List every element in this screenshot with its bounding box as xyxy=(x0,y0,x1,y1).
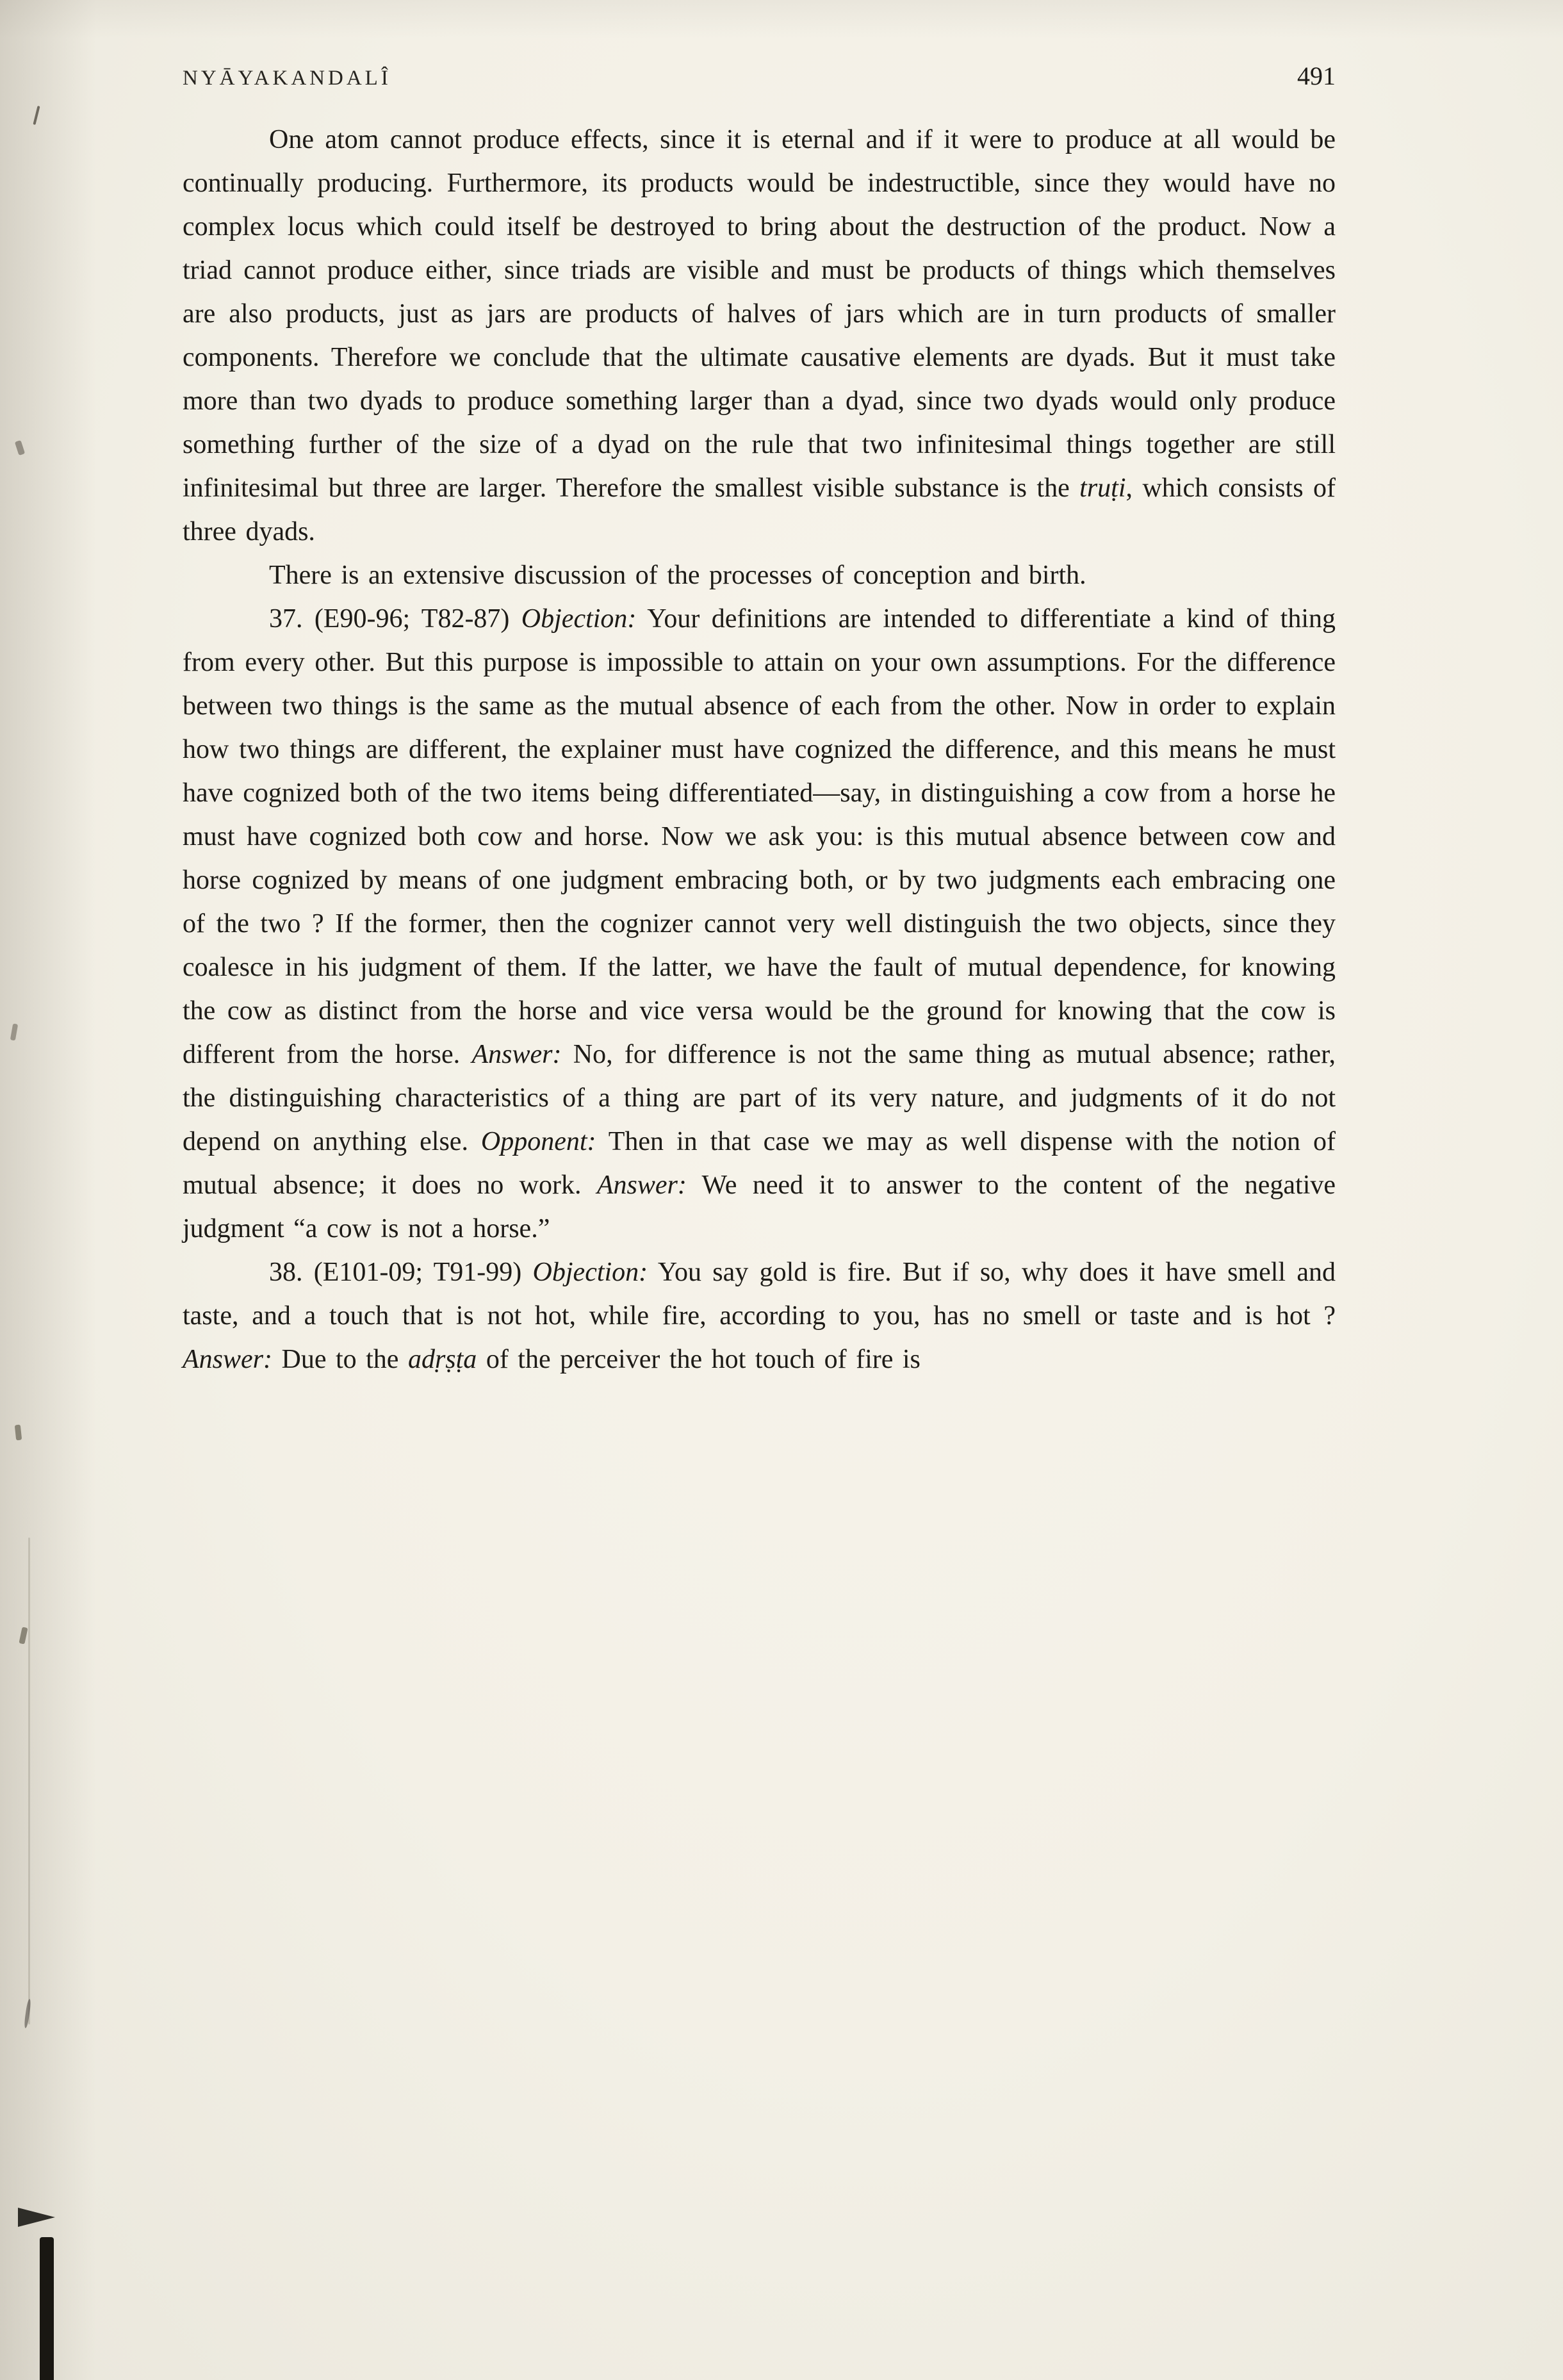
page-number: 491 xyxy=(1297,62,1336,90)
running-title: NYĀYAKANDALÎ xyxy=(183,67,391,90)
italic-text: Answer: xyxy=(596,1170,687,1200)
italic-text: adṛṣṭa xyxy=(407,1345,477,1374)
text-block xyxy=(183,61,1336,1381)
page-header xyxy=(183,61,1336,91)
italic-text: Objection: xyxy=(521,604,637,634)
ink-bar-mark xyxy=(40,2237,54,2380)
italic-text: Answer: xyxy=(183,1345,272,1374)
binding-shadow xyxy=(0,0,96,2380)
page-top-shadow xyxy=(0,0,1563,38)
body-text-segment: We need it to answer to the content of the negative judgment “a cow is not a horse.” xyxy=(183,1170,1336,1243)
paragraph xyxy=(183,1251,1336,1381)
body-text-segment: 37. (E90-96; T82-87) xyxy=(269,604,521,634)
body-text-segment: There is an extensive discussion of the processes of conception and birth. xyxy=(269,561,1086,590)
body-text-segment: One atom cannot produce effects, since it is eternal and if it were to produce at all would be continually producing. Furthermore, its products would be indestructible, since they would have no complex locus which could itself be destroyed to bring about the destruction of the product. Now a triad cannot produce either, since triads are visible and must be products of things which themselves are also products, just as jars are products of halves of jars which are in turn products of smaller components. Therefore we conclude that the ultimate causative elements are dyads. But it must take more than two dyads to produce something larger than a dyad, since two dyads would only produce something further of the size of a dyad on the rule that two infinitesimal things together are still infinitesimal but three are larger. Therefore the smallest visible substance is the xyxy=(183,125,1336,503)
body-text-segment: 38. (E101-09; T91-99) xyxy=(269,1258,533,1287)
body-text-segment: , which consists of three dyads. xyxy=(183,473,1336,546)
body-text-segment: of the perceiver the hot touch of fire is xyxy=(477,1345,921,1374)
body-text-segment: Your definitions are intended to differentiate a kind of thing from every other. But this purpose is impossible to attain on your own assumptions. For the difference between two things is the same as the mutual absence of each from the other. Now in order to explain how two things are different, the explainer must have cognized the difference, and this means he must have cognized both of the two items being differentiated—say, in distinguishing a cow from a horse he must have cognized both cow and horse. Now we ask you: is this mutual absence between cow and horse cognized by means of one judgment embracing both, or by two judgments each embracing one of the two ? If the former, then the cognizer cannot very well distinguish the two objects, since they coalesce in his judgment of them. If the latter, we have the fault of mutual dependence, for knowing the cow as distinct from the horse and vice versa would be the ground for knowing that the cow is different from the horse. xyxy=(183,604,1336,1069)
italic-text: Objection: xyxy=(532,1258,648,1287)
body-text-segment: Due to the xyxy=(272,1345,408,1374)
paragraph xyxy=(183,118,1336,554)
paragraph xyxy=(183,597,1336,1251)
italic-text: Opponent: xyxy=(480,1127,596,1156)
paragraph xyxy=(183,554,1336,597)
scan-artifact xyxy=(28,1538,30,2024)
ink-arrow-mark xyxy=(18,2208,55,2227)
italic-text: Answer: xyxy=(471,1040,562,1069)
italic-text: truṭi xyxy=(1079,473,1126,503)
body-text-segment: No, for difference is not the same thing as mutual absence; rather, the distinguishing characteristics of a thing are part of its very nature, and judgments of it do not depend on anything else. xyxy=(183,1040,1336,1156)
body-text-segment: You say gold is fire. But if so, why does it have smell and taste, and a touch that is not hot, while fire, according to you, has no smell or taste and is hot ? xyxy=(183,1258,1336,1331)
body-text-segment: Then in that case we may as well dispense with the notion of mutual absence; it does no work. xyxy=(183,1127,1336,1200)
page-body xyxy=(183,118,1336,1381)
